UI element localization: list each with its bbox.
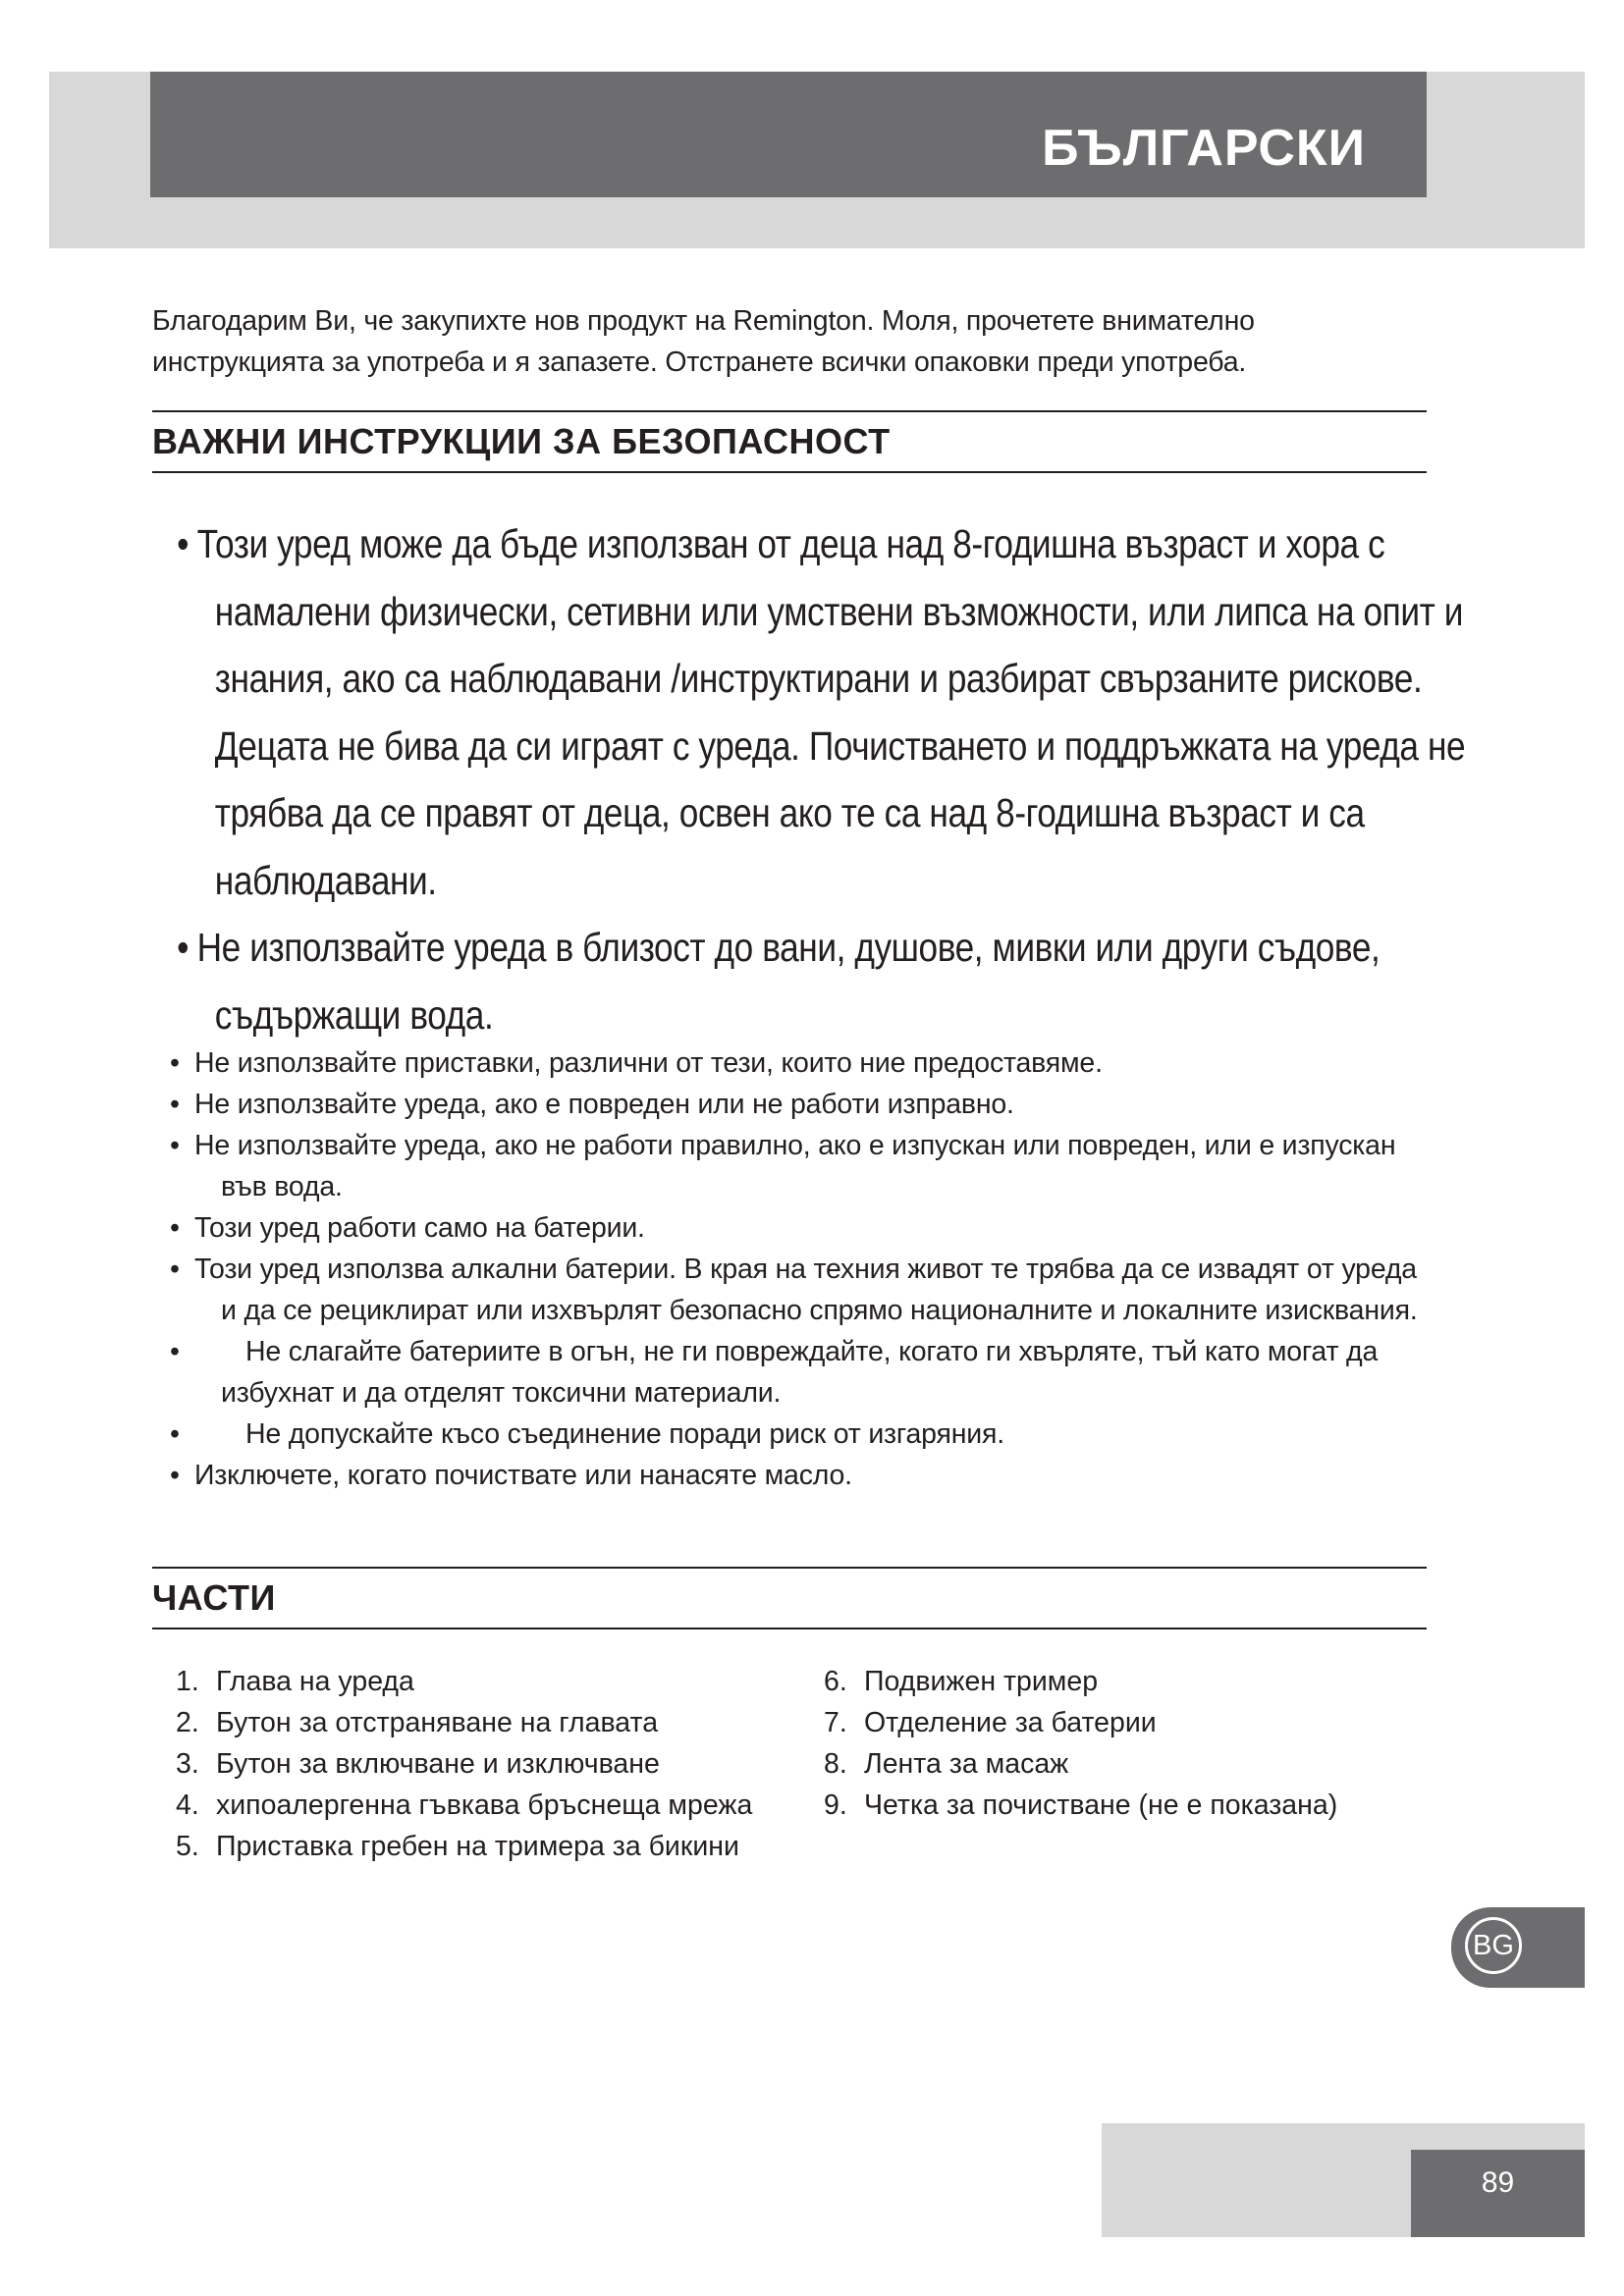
bullet: • [170,1418,180,1450]
page-number: 89 [1481,2166,1515,2199]
part-item: 9. Четка за почистване (не е показана) [824,1789,1338,1821]
bullet: • [170,1254,180,1285]
bullet: • [170,1460,180,1491]
part-item: 2. Бутон за отстраняване на главата [176,1707,659,1738]
part-item: 3. Бутон за включване и изключване [176,1748,660,1780]
bullet: • [170,1336,180,1367]
safety-heading-box [152,410,1427,473]
part-item: 4. хипоалергенна гъвкава бръснеща мрежа [176,1789,753,1821]
bullet: • [170,1089,180,1120]
safety-large-list [147,510,1466,1048]
footer-page-box [1411,2150,1585,2237]
parts-list-right [800,1661,1389,1826]
part-item: 8. Лента за масаж [824,1748,1069,1780]
list-item: • Не използвайте приставки, различни от тези, които ние предоставяме. [152,1042,1429,1084]
bullet: • [170,1212,180,1244]
safety-heading: ВАЖНИ ИНСТРУКЦИИ ЗА БЕЗОПАСНОСТ [152,421,891,461]
parts-heading-box [152,1567,1427,1629]
list-item: • Не използвайте уреда, ако е повреден или не работи изправно. [152,1084,1429,1125]
parts-list-left [152,1661,753,1867]
title-bar [150,72,1427,197]
list-item: • Този уред работи само на батерии. [152,1207,1429,1249]
part-item: 1. Глава на уреда [176,1666,414,1697]
bullet: • [177,521,189,566]
language-code: BG [1465,1917,1522,1974]
part-item: 7. Отделение за батерии [824,1707,1157,1738]
list-item: • Не използвайте уреда в близост до вани, душове, мивки или други съдове, съдържащи вода. [177,925,1380,1038]
list-item: • Изключете, когато почиствате или нанасяте масло. [152,1455,1429,1496]
intro-paragraph: Благодарим Ви, че закупихте нов продукт на Remington. Моля, прочетете внимателно инструкцията за употреба и я запазете. Отстранете всички опаковки преди употреба. [152,305,1255,378]
list-item: • Не допускайте късо съединение поради риск от изгаряния. [152,1414,1429,1455]
list-item: • Този уред използва алкални батерии. В края на техния живот те трябва да се извадят от уреда и да се рециклират или изхвърлят безопасно спрямо националните и локалните изисквания. [152,1249,1429,1331]
list-item: • Не слагайте батериите в огън, не ги повреждайте, когато ги хвърляте, тъй като могат да избухнат и да отделят токсични материали. [152,1331,1429,1414]
part-item: 6. Подвижен тример [824,1666,1099,1697]
safety-list [152,1042,1429,1496]
parts-heading: ЧАСТИ [152,1577,276,1618]
list-item: • Не използвайте уреда, ако не работи правилно, ако е изпускан или повреден, или е изпускан във вода. [152,1125,1429,1207]
bullet: • [177,925,189,970]
part-item: 5. Приставка гребен на тримера за бикини [176,1831,739,1862]
page-title: БЪЛГАРСКИ [1042,120,1366,177]
list-item: • Този уред може да бъде използван от деца над 8-годишна възраст и хора с намалени физически, сетивни или умствени възможности, или липса на опит и знания, ако са наблюдавани /инструктирани и разбират свързаните рискове. Децата не бива да си играят с уреда. Почистването и поддръжката на уреда не трябва да се правят от деца, освен ако те са над 8-годишна възраст и са наблюдавани. [177,521,1466,903]
bullet: • [170,1047,180,1079]
language-tab [1451,1907,1585,1988]
bullet: • [170,1130,180,1161]
